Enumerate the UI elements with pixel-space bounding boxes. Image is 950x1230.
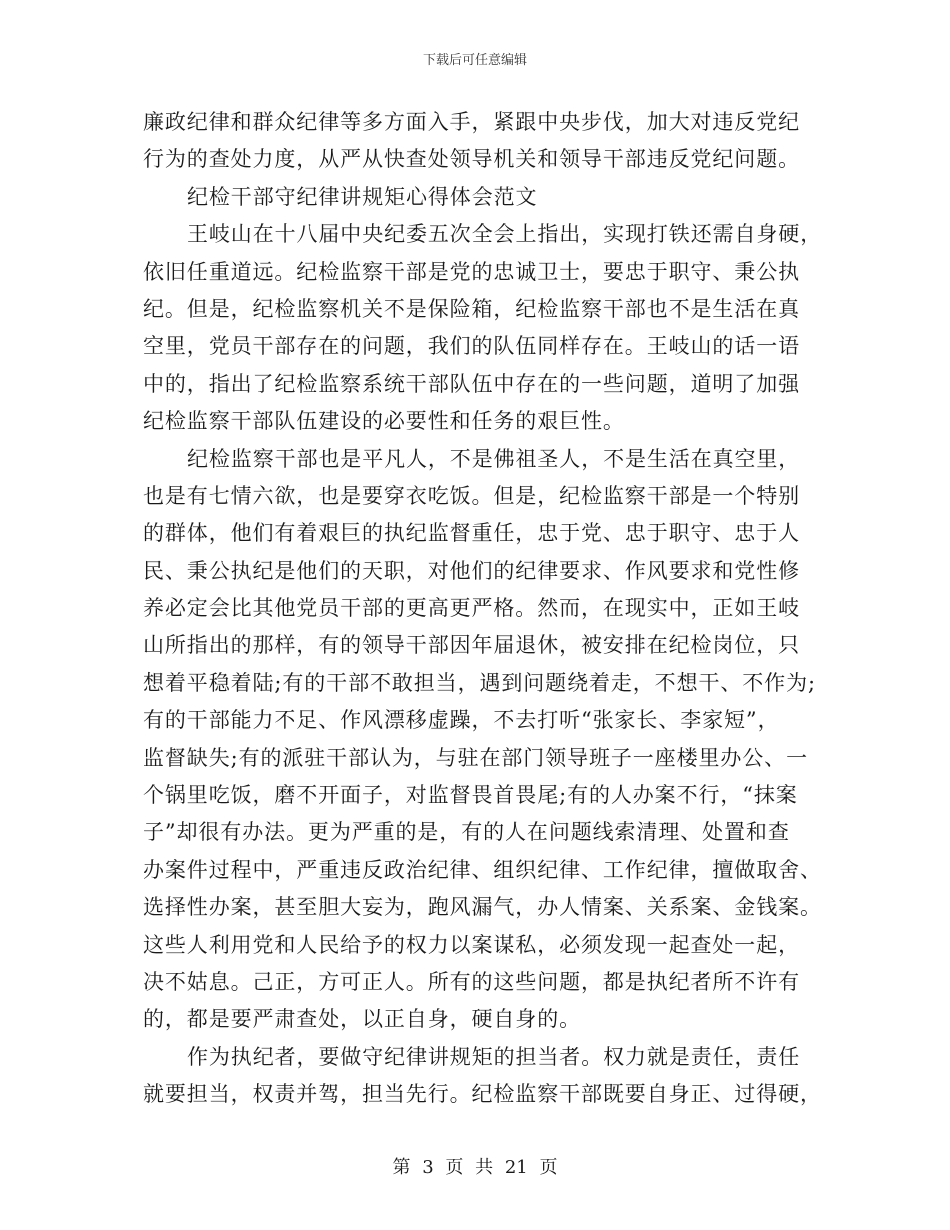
- paragraph-line: 决不姑息。己正，方可正人。所有的这些问题，都是执纪者所不许有: [143, 969, 800, 994]
- paragraph-line: 纪检监察干部队伍建设的必要性和任务的艰巨性。: [143, 409, 625, 434]
- page-number: 第 3 页 共 21 页: [392, 1157, 558, 1178]
- paragraph-line: 也是有七情六欲，也是要穿衣吃饭。但是，纪检监察干部是一个特别: [143, 483, 800, 508]
- paragraph-line: 办案件过程中，严重违反政治纪律、组织纪律、工作纪律，擅做取舍、: [143, 857, 822, 882]
- paragraph-line: 作为执纪者，要做守纪律讲规矩的担当者。权力就是责任，责任: [187, 1044, 801, 1069]
- paragraph-line: 就要担当，权责并驾，担当先行。纪检监察干部既要自身正、过得硬，: [143, 1082, 822, 1107]
- paragraph-line: 养必定会比其他党员干部的更高更严格。然而，在现实中，正如王岐: [143, 596, 800, 621]
- paragraph-line: 选择性办案，甚至胆大妄为，跑风漏气，办人情案、关系案、金钱案。: [143, 895, 822, 920]
- paragraph-line: 山所指出的那样，有的领导干部因年届退休，被安排在纪检岗位，只: [143, 633, 800, 658]
- paragraph-line: 的，都是要严肃查处，以正自身，硬自身的。: [143, 1007, 581, 1032]
- paragraph-line: 想着平稳着陆;有的干部不敢担当，遇到问题绕着走，不想干、不作为;: [143, 670, 816, 695]
- paragraph-line: 空里，党员干部存在的问题，我们的队伍同样存在。王岐山的话一语: [143, 334, 800, 359]
- paragraph-line: 有的干部能力不足、作风漂移虚躁，不去打听“张家长、李家短”，: [143, 708, 780, 733]
- paragraph-line: 的群体，他们有着艰巨的执纪监督重任，忠于党、忠于职守、忠于人: [143, 521, 800, 546]
- paragraph-line: 纪检监察干部也是平凡人，不是佛祖圣人，不是生活在真空里，: [187, 446, 801, 471]
- page-header-note: 下载后可任意编辑: [422, 53, 527, 68]
- paragraph-line: 监督缺失;有的派驻干部认为，与驻在部门领导班子一座楼里办公、一: [143, 745, 808, 770]
- paragraph-line: 子”却很有办法。更为严重的是，有的人在问题线索清理、处置和查: [143, 820, 790, 845]
- paragraph-line: 纪。但是，纪检监察机关不是保险箱，纪检监察干部也不是生活在真: [143, 296, 800, 321]
- paragraph-line: 廉政纪律和群众纪律等多方面入手，紧跟中央步伐，加大对违反党纪: [143, 110, 800, 134]
- paragraph-line: 行为的查处力度，从严从快查处领导机关和领导干部违反党纪问题。: [143, 147, 800, 172]
- paragraph-line: 中的，指出了纪检监察系统干部队伍中存在的一些问题，道明了加强: [143, 371, 800, 396]
- paragraph-line: 这些人利用党和人民给予的权力以案谋私，必须发现一起查处一起，: [143, 932, 800, 957]
- document-body: [143, 104, 823, 1114]
- paragraph-line: 王岐山在十八届中央纪委五次全会上指出，实现打铁还需自身硬，: [187, 222, 823, 247]
- paragraph-line: 个锅里吃饭，磨不开面子，对监督畏首畏尾;有的人办案不行，“抹案: [143, 783, 798, 808]
- paragraph-line: 依旧任重道远。纪检监察干部是党的忠诚卫士，要忠于职守、秉公执: [143, 259, 800, 284]
- section-title: 纪检干部守纪律讲规矩心得体会范文: [187, 184, 538, 209]
- paragraph-line: 民、秉公执纪是他们的天职，对他们的纪律要求、作风要求和党性修: [143, 558, 800, 583]
